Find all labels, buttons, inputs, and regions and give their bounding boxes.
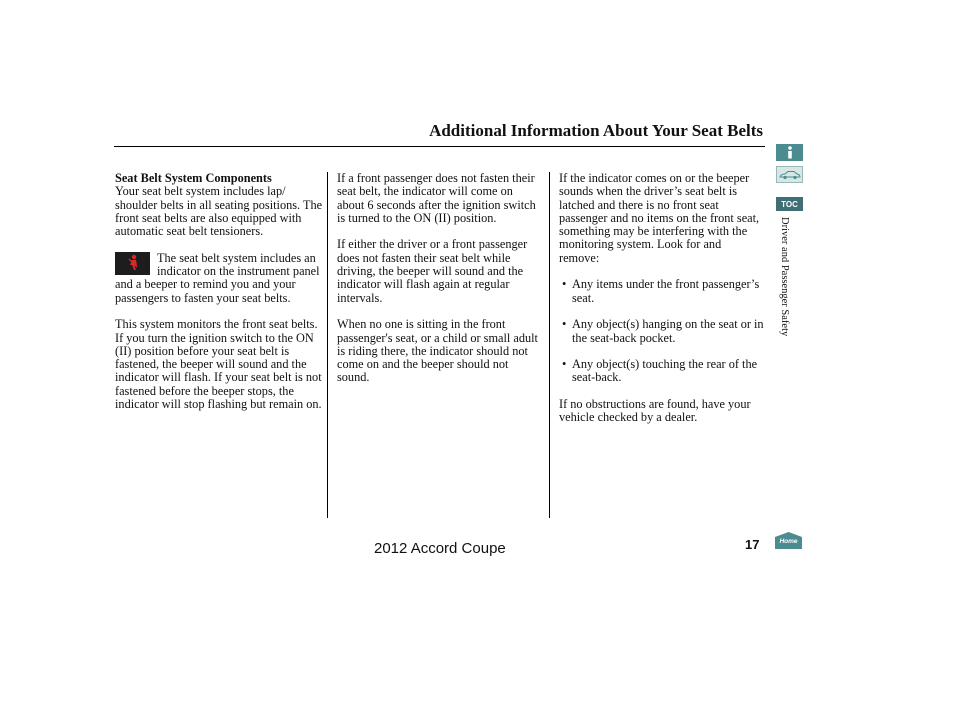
vehicle-index-button[interactable] — [776, 166, 803, 183]
home-label: Home — [779, 538, 798, 545]
paragraph: When no one is sitting in the front passenger's seat, or a child or small adult is riding there, the indicator should not come on and the beeper should not sound. — [337, 317, 538, 385]
paragraph: If the indicator comes on or the beeper sounds when the driver’s seat belt is latched and there is no front seat passenger and no items on the front seat, something may be interfering with the monitoring system. Look for and remove: — [559, 171, 760, 265]
section-heading: Seat Belt System Components — [115, 171, 272, 185]
column-2 — [337, 172, 542, 398]
info-icon — [786, 146, 794, 159]
list-item: • Any object(s) touching the rear of the seat-back. — [559, 358, 764, 385]
car-icon — [779, 170, 801, 180]
section-tab[interactable]: Driver and Passenger Safety — [779, 217, 790, 337]
components-section — [115, 172, 323, 238]
column-3 — [559, 172, 764, 438]
column-divider — [327, 172, 328, 518]
page-number: 17 — [745, 537, 760, 552]
page-title: Additional Information About Your Seat Belts — [429, 121, 763, 140]
paragraph: Your seat belt system includes lap/ shoulder belts in all seating positions. The front seat belts are also equipped with automatic seat belt tensioners. — [115, 184, 323, 239]
home-button[interactable] — [775, 532, 802, 549]
column-divider — [549, 172, 550, 518]
list-item: • Any items under the front passenger’s seat. — [559, 278, 764, 305]
document-title: 2012 Accord Coupe — [374, 540, 506, 557]
column-1 — [115, 172, 323, 425]
info-button[interactable] — [776, 144, 803, 161]
paragraph: The seat belt system includes an indicator on the instrument panel and a beeper to remind you and your passengers to fasten your seat belts. — [115, 250, 320, 305]
paragraph: If either the driver or a front passenger does not fasten their seat belt while driving, the beeper will sound and the indicator will flash again at regular intervals. — [337, 237, 528, 305]
toc-button[interactable]: TOC — [776, 197, 803, 211]
paragraph: If no obstructions are found, have your vehicle checked by a dealer. — [559, 397, 751, 425]
paragraph: If a front passenger does not fasten their seat belt, the indicator will come on about 6 seconds after the ignition switch is turned to the ON (II) position. — [337, 171, 536, 225]
list-item: • Any object(s) hanging on the seat or in the seat-back pocket. — [559, 318, 764, 345]
obstruction-list — [559, 278, 764, 384]
indicator-paragraph — [115, 252, 323, 305]
seat-belt-reminder-icon — [115, 252, 150, 275]
header-divider — [114, 146, 765, 147]
paragraph: This system monitors the front seat belts. If you turn the ignition switch to the ON (II) position before your seat belt is fastened, the beeper will sound and the indicator will flash. If your seat belt is not fastened before the beeper stops, the indicator will stop flashing but remain on. — [115, 317, 322, 412]
